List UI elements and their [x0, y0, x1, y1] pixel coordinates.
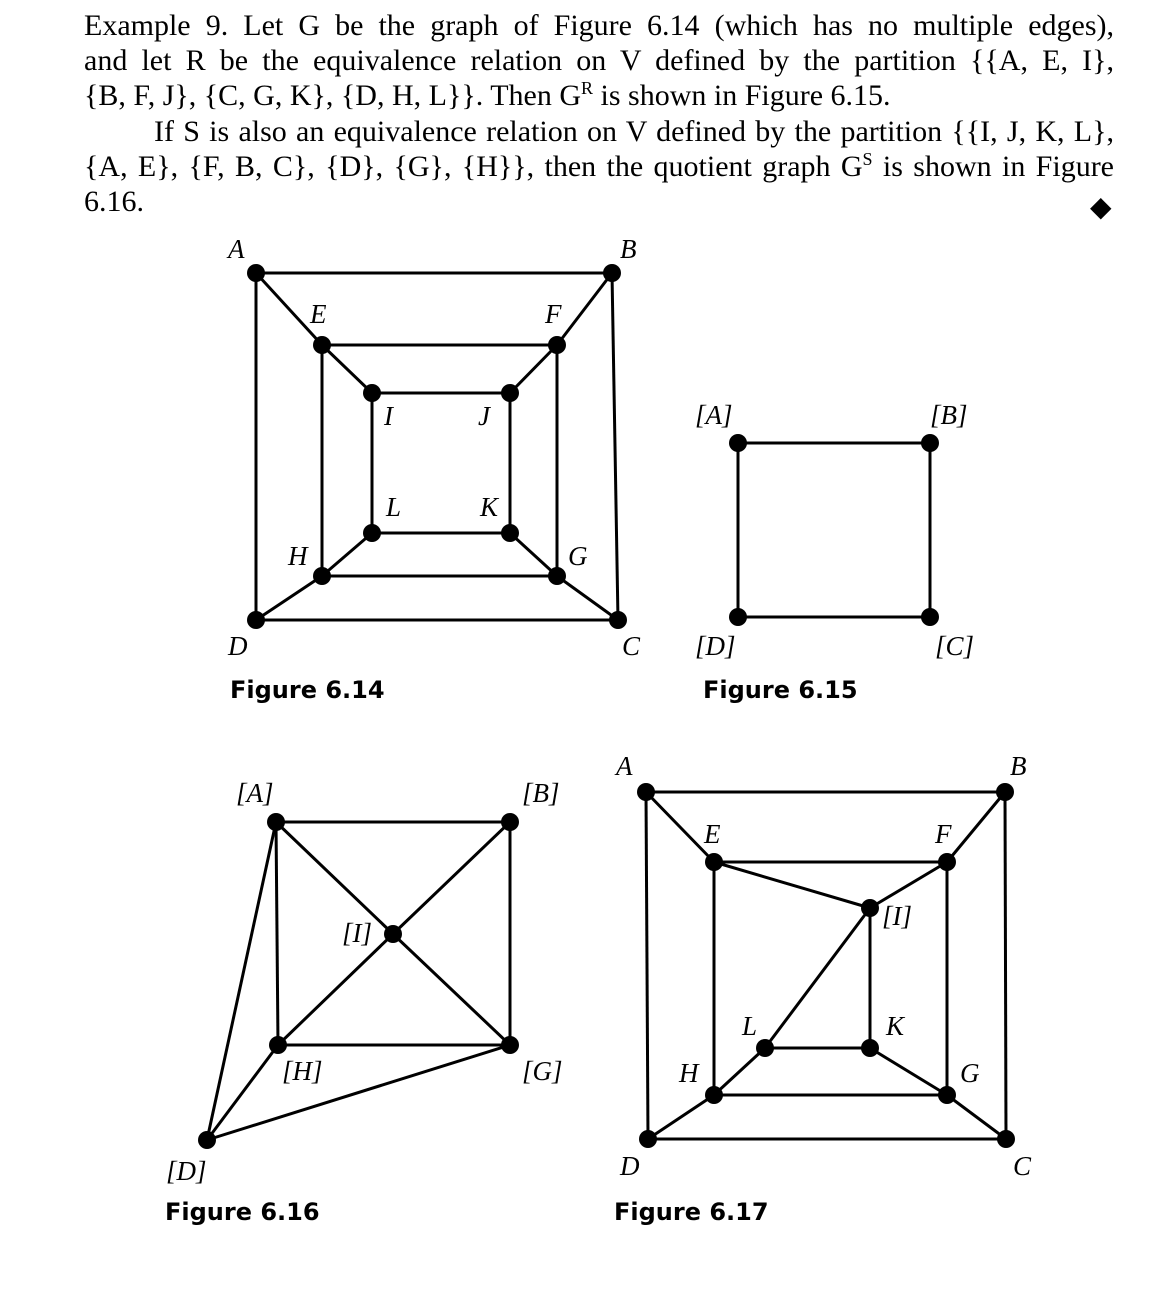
end-of-example-diamond: ◆ — [1090, 192, 1112, 223]
vertex-label-i: I — [384, 401, 393, 431]
edge-f-j — [510, 345, 557, 393]
edge-i-g — [393, 934, 510, 1045]
edge-h-a — [276, 822, 278, 1045]
vertex-c — [921, 608, 939, 626]
line3-superscript: R — [581, 78, 594, 98]
figure-4 — [614, 751, 1032, 1226]
vertex-label-j: J — [478, 401, 490, 431]
vertex-k — [501, 524, 519, 542]
vertex-d — [729, 608, 747, 626]
vertex-label-h: [H] — [282, 1056, 323, 1086]
edge-c-g — [557, 576, 618, 620]
vertex-label-g: [G] — [522, 1056, 563, 1086]
vertex-label-d: D — [620, 1151, 640, 1181]
edge-e-i — [714, 862, 870, 908]
paragraph-line-2: and let R be the equivalence relation on V defined by the partition {{A, E, I}, — [84, 44, 1114, 77]
edge-b-f — [947, 792, 1005, 862]
vertex-a — [247, 264, 265, 282]
vertex-label-b: B — [620, 234, 637, 264]
figure-3 — [165, 778, 563, 1226]
vertex-label-a: A — [616, 751, 633, 781]
figure-caption: Figure 6.15 — [703, 676, 858, 704]
vertex-g — [501, 1036, 519, 1054]
edge-i-h — [278, 934, 393, 1045]
edge-l-i — [765, 908, 870, 1048]
vertex-label-c: [C] — [935, 631, 975, 661]
vertex-l — [756, 1039, 774, 1057]
vertex-k — [861, 1039, 879, 1057]
vertex-a — [729, 434, 747, 452]
vertex-label-c: C — [1013, 1151, 1032, 1181]
vertex-l — [363, 524, 381, 542]
edge-h-l — [322, 533, 372, 576]
vertex-d — [639, 1130, 657, 1148]
vertex-label-k: K — [480, 492, 499, 522]
vertex-g — [548, 567, 566, 585]
paragraph-line-1: Example 9. Let G be the graph of Figure 6.14 (which has no multiple edges), — [84, 9, 1114, 42]
vertex-label-f: F — [545, 299, 562, 329]
vertex-label-d: [D] — [695, 631, 736, 661]
edge-d-a — [646, 792, 648, 1139]
vertex-b — [921, 434, 939, 452]
vertex-label-a: [A] — [236, 778, 274, 808]
edge-b-c — [1005, 792, 1006, 1139]
vertex-i — [384, 925, 402, 943]
edge-d-g — [207, 1045, 510, 1140]
vertex-label-d: [D] — [166, 1156, 207, 1186]
vertex-h — [705, 1086, 723, 1104]
vertex-label-b: [B] — [522, 778, 560, 808]
vertex-label-e: E — [704, 819, 721, 849]
vertex-label-a: [A] — [695, 400, 733, 430]
vertex-label-a: A — [228, 234, 245, 264]
line5-end: is shown in Figure 6.16. — [84, 150, 1114, 218]
vertex-label-e: E — [310, 299, 327, 329]
vertex-a — [267, 813, 285, 831]
vertex-d — [247, 611, 265, 629]
vertex-label-b: [B] — [930, 400, 968, 430]
vertex-a — [637, 783, 655, 801]
vertex-b — [996, 783, 1014, 801]
vertex-label-h: H — [679, 1058, 699, 1088]
vertex-i — [363, 384, 381, 402]
edge-a-i — [276, 822, 393, 934]
edge-b-i — [393, 822, 510, 934]
vertex-label-k: K — [886, 1011, 905, 1041]
figure-caption: Figure 6.16 — [165, 1198, 320, 1226]
edge-c-g — [947, 1095, 1006, 1139]
vertex-f — [938, 853, 956, 871]
vertex-b — [603, 264, 621, 282]
line5-superscript: S — [862, 149, 873, 169]
vertex-e — [705, 853, 723, 871]
vertex-c — [997, 1130, 1015, 1148]
vertex-label-l: L — [742, 1011, 758, 1041]
edge-g-k — [510, 533, 557, 576]
vertex-label-h: H — [288, 541, 308, 571]
vertex-f — [548, 336, 566, 354]
figure-2 — [695, 400, 974, 704]
figure-caption: Figure 6.17 — [614, 1198, 769, 1226]
vertex-label-l: L — [386, 492, 402, 522]
vertex-e — [313, 336, 331, 354]
vertex-b — [501, 813, 519, 831]
vertex-h — [313, 567, 331, 585]
figure-caption: Figure 6.14 — [230, 676, 385, 704]
vertex-label-d: D — [228, 631, 248, 661]
vertex-label-g: G — [960, 1058, 980, 1088]
vertex-c — [609, 611, 627, 629]
vertex-label-i: [I] — [882, 901, 913, 931]
vertex-d — [198, 1131, 216, 1149]
paragraph-line-4: If S is also an equivalence relation on V defined by the partition {{I, J, K, L}, — [154, 115, 1114, 148]
edge-e-i — [322, 345, 372, 393]
edge-b-c — [612, 273, 618, 620]
edge-d-h — [648, 1095, 714, 1139]
line3-text: {B, F, J}, {C, G, K}, {D, H, L}}. Then G — [84, 79, 582, 112]
edge-g-k — [870, 1048, 947, 1095]
vertex-label-f: F — [935, 819, 952, 849]
vertex-label-b: B — [1010, 751, 1027, 781]
figure-1 — [226, 234, 641, 704]
edge-b-f — [557, 273, 612, 345]
line5-text: {A, E}, {F, B, C}, {D}, {G}, {H}}, then the quotient graph G — [84, 150, 863, 183]
vertex-h — [269, 1036, 287, 1054]
vertex-j — [501, 384, 519, 402]
vertex-label-i: [I] — [342, 918, 373, 948]
vertex-i — [861, 899, 879, 917]
vertex-label-g: G — [568, 541, 588, 571]
vertex-label-c: C — [622, 631, 641, 661]
line3-end: is shown in Figure 6.15. — [593, 79, 891, 112]
edge-h-l — [714, 1048, 765, 1095]
vertex-g — [938, 1086, 956, 1104]
edge-d-h — [256, 576, 322, 620]
